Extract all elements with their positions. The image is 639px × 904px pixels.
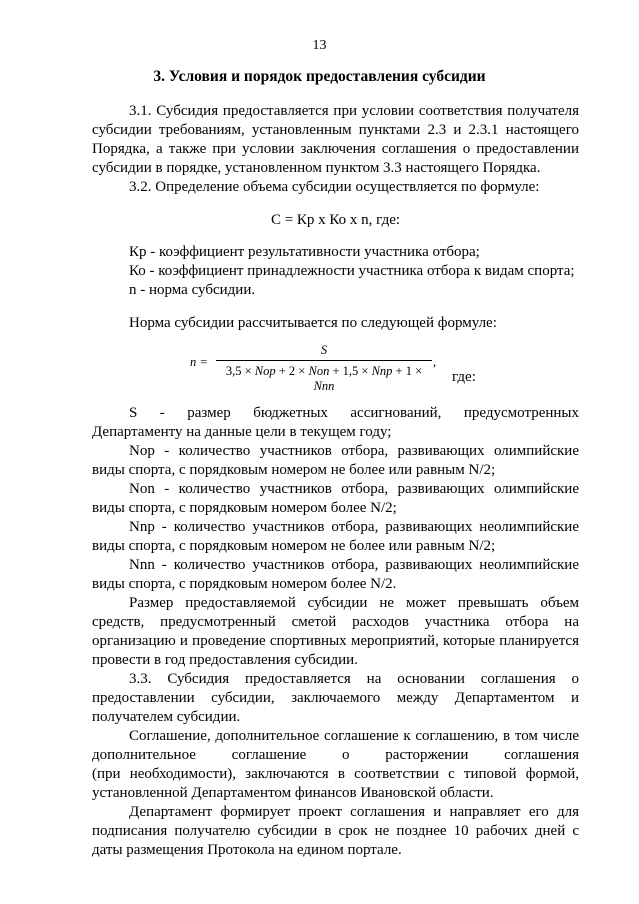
def-nop-line-2: виды спорта, с порядковым номером не более или равным N/2; (92, 462, 496, 478)
p31-line-2: субсидии требованиям, установленным пунктами 2.3 и 2.3.1 настоящего (92, 122, 579, 138)
formula-c: С = Кр х Ко х n, где: (270, 212, 401, 228)
section-heading: 3. Условия и порядок предоставления субсидии (153, 68, 486, 85)
p31-line-4: субсидии в порядке, установленном пунктом 3.3 настоящего Порядка. (92, 160, 541, 176)
limit-line-3: организацию и проведение спортивных мероприятий, которые планируется (92, 633, 579, 649)
formula-numerator: S (320, 343, 328, 357)
limit-line-1: Размер предоставляемой субсидии не может превышать объем (129, 595, 579, 611)
p33-line-2: предоставлении субсидии, заключаемого между Департаментом и (92, 690, 579, 706)
limit-line-4: провести в год предоставления субсидии. (92, 652, 358, 668)
def-nnp-line-1: Nnp - количество участников отбора, развивающих неолимпийские (129, 519, 579, 535)
p32-text: 3.2. Определение объема субсидии осуществляется по формуле: (129, 179, 540, 195)
formula-denominator: 3,5 × Nop + 2 × Non + 1,5 × Nnp + 1 × Nnn (225, 364, 423, 393)
formula-lhs: n = (190, 355, 208, 369)
norm-intro: Норма субсидии рассчитывается по следующей формуле: (129, 315, 497, 331)
def-nop-line-1: Nop - количество участников отбора, развивающих олимпийские (129, 443, 579, 459)
page-number: 13 (312, 38, 327, 53)
fraction-line (216, 360, 432, 361)
def-s-line-1: S - размер бюджетных ассигнований, предусмотренных (129, 405, 579, 421)
formula-comma: , (433, 355, 437, 369)
def-nnn-line-1: Nnn - количество участников отбора, развивающих неолимпийские (129, 557, 579, 573)
def-non-line-2: виды спорта, с порядковым номером более N/2; (92, 500, 397, 516)
def-nnp-line-2: виды спорта, с порядковым номером не более или равным N/2; (92, 538, 496, 554)
p33-line-3: получателем субсидии. (92, 709, 241, 725)
p33-line-1: 3.3. Субсидия предоставляется на основании соглашения о (129, 671, 579, 687)
agreement-line-4: установленной Департаментом финансов Ивановской области. (92, 785, 494, 801)
def-non-line-1: Non - количество участников отбора, развивающих олимпийские (129, 481, 579, 497)
agreement-line-1: Соглашение, дополнительное соглашение к соглашению, в том числе (129, 728, 579, 744)
formula-gde: где: (452, 369, 476, 385)
def-nnn-line-2: виды спорта, с порядковым номером более N/2. (92, 576, 397, 592)
norm-formula (190, 343, 480, 393)
department-line-2: подписания получателю субсидии в срок не позднее 10 рабочих дней с (92, 823, 579, 839)
def-kr: Кр - коэффициент результативности участника отбора; (129, 244, 480, 260)
def-ko: Ко - коэффициент принадлежности участника отбора к видам спорта; (129, 263, 575, 279)
def-n: n - норма субсидии. (129, 282, 256, 298)
agreement-line-2: дополнительное соглашение о расторжении соглашения (92, 747, 579, 763)
department-line-3: даты размещения Протокола на едином портале. (92, 842, 402, 858)
p31-line-1: 3.1. Субсидия предоставляется при условии соответствия получателя (129, 103, 579, 119)
limit-line-2: средств, предусмотренный сметой расходов участника отбора на (92, 614, 579, 630)
def-s-line-2: Департаменту на данные цели в текущем году; (92, 424, 392, 440)
agreement-line-3: (при необходимости), заключаются в соответствии с типовой формой, (92, 766, 579, 782)
p31-line-3: Порядка, а также при условии заключения соглашения о предоставлении (92, 141, 579, 157)
department-line-1: Департамент формирует проект соглашения и направляет его для (129, 804, 579, 820)
